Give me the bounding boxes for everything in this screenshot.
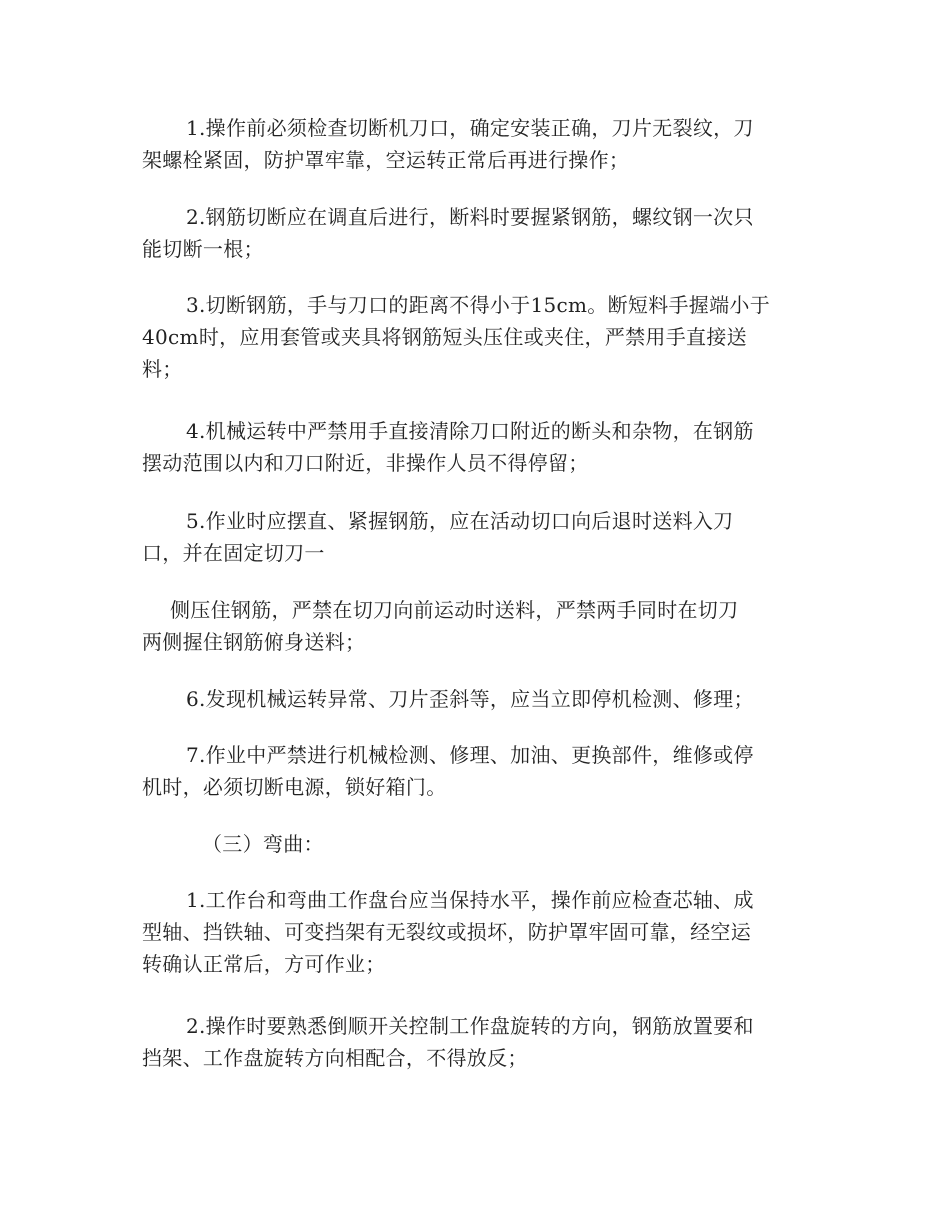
text-line: 2.钢筋切断应在调直后进行，断料时要握紧钢筋，螺纹钢一次只 xyxy=(186,205,754,229)
text-line: 挡架、工作盘旋转方向相配合，不得放反； xyxy=(142,1046,528,1070)
paragraph-cutting-rule-1 xyxy=(142,112,802,176)
text-line: 3.切断钢筋，手与刀口的距离不得小于15cm。断短料手握端小于 xyxy=(186,293,770,317)
text-line: 架螺栓紧固，防护罩牢靠，空运转正常后再进行操作； xyxy=(142,148,630,172)
text-line: 摆动范围以内和刀口附近，非操作人员不得停留； xyxy=(142,451,589,475)
paragraph-cutting-rule-7 xyxy=(142,739,802,803)
paragraph-cutting-rule-5 xyxy=(142,505,802,569)
text-line: 4.机械运转中严禁用手直接清除刀口附近的断头和杂物，在钢筋 xyxy=(186,419,754,443)
paragraph-bending-rule-1 xyxy=(142,884,802,980)
text-line: 1.操作前必须检查切断机刀口，确定安装正确，刀片无裂纹，刀 xyxy=(186,116,754,140)
paragraph-cutting-rule-4 xyxy=(142,415,802,479)
text-line: 侧压住钢筋，严禁在切刀向前运动时送料，严禁两手同时在切刀 xyxy=(170,598,739,622)
text-line: 料； xyxy=(142,357,183,381)
text-line: 型轴、挡铁轴、可变挡架有无裂纹或损坏，防护罩牢固可靠，经空运 xyxy=(142,920,751,944)
paragraph-bending-rule-2 xyxy=(142,1010,802,1074)
text-line: 口，并在固定切刀一 xyxy=(142,541,325,565)
text-line: 两侧握住钢筋俯身送料； xyxy=(142,630,366,654)
paragraph-cutting-rule-3 xyxy=(142,289,802,385)
text-line: 1.工作台和弯曲工作盘台应当保持水平，操作前应检查芯轴、成 xyxy=(186,888,754,912)
paragraph-cutting-rule-2 xyxy=(142,201,802,265)
text-line: 5.作业时应摆直、紧握钢筋，应在活动切口向后退时送料入刀 xyxy=(186,509,734,533)
text-line: 2.操作时要熟悉倒顺开关控制工作盘旋转的方向，钢筋放置要和 xyxy=(186,1014,754,1038)
text-line: 7.作业中严禁进行机械检测、修理、加油、更换部件，维修或停 xyxy=(186,743,754,767)
text-line: 40cm时，应用套管或夹具将钢筋短头压住或夹住，严禁用手直接送 xyxy=(142,325,747,349)
text-line: （三）弯曲： xyxy=(202,832,324,856)
paragraph-cutting-rule-6 xyxy=(142,683,802,715)
section-heading-bending xyxy=(142,828,802,860)
text-line: 6.发现机械运转异常、刀片歪斜等，应当立即停机检测、修理； xyxy=(186,687,754,711)
text-line: 能切断一根； xyxy=(142,237,264,261)
text-line: 转确认正常后，方可作业； xyxy=(142,952,386,976)
paragraph-cutting-rule-5-continued xyxy=(142,594,802,658)
text-line: 机时，必须切断电源，锁好箱门。 xyxy=(142,775,447,799)
